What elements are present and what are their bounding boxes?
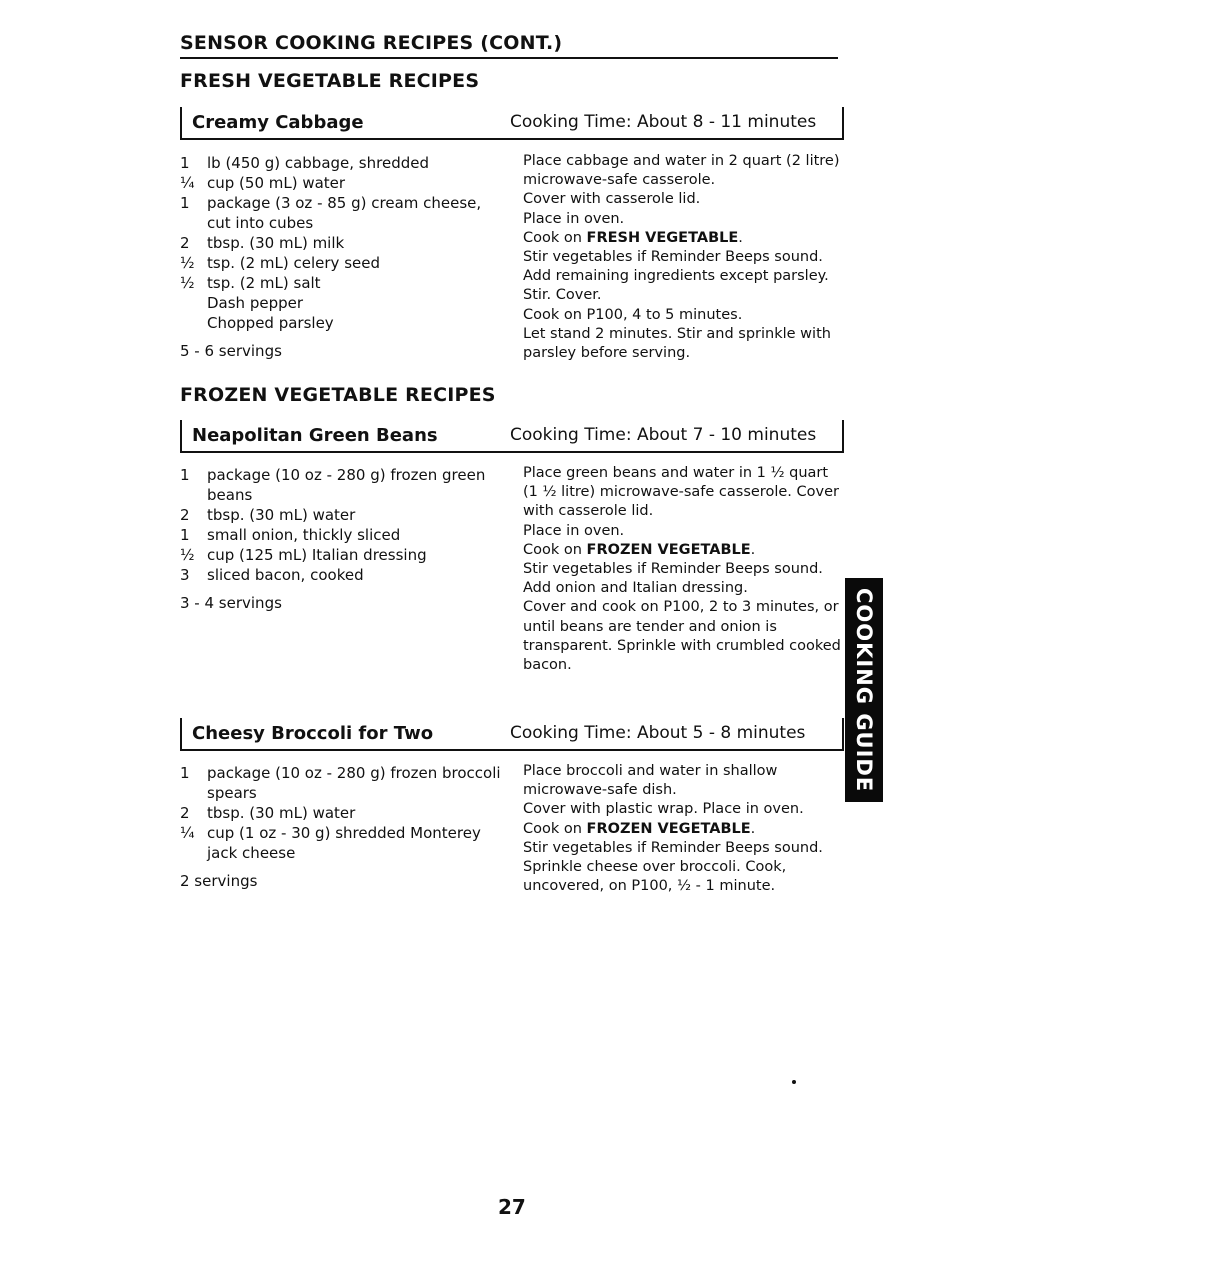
- direction-text: .: [750, 541, 756, 558]
- ingredient-text: cup (125 mL) Italian dressing: [207, 546, 427, 564]
- servings: 5 - 6 servings: [180, 342, 282, 360]
- servings: 3 - 4 servings: [180, 594, 282, 612]
- direction-text: Cook on: [523, 820, 587, 837]
- ingredient-quantity: 1: [180, 526, 190, 544]
- side-tab: [845, 578, 883, 802]
- ingredient-row: [180, 763, 505, 803]
- direction-step: Place in oven.: [523, 210, 625, 227]
- ingredient-row: [180, 823, 505, 863]
- cooking-setting: FRESH VEGETABLE: [586, 229, 739, 246]
- direction-step: Cover with casserole lid.: [523, 191, 701, 208]
- direction-step: Cover with plastic wrap. Place in oven.: [523, 801, 804, 818]
- section-title-frozen: FROZEN VEGETABLE RECIPES: [180, 384, 496, 406]
- cooking-time: Cooking Time: About 8 - 11 minutes: [510, 112, 817, 132]
- ingredient-quantity: 1: [180, 764, 190, 782]
- ingredient-quantity: 2: [180, 804, 190, 822]
- ingredient-quantity: 1: [180, 154, 190, 172]
- direction-step: Place in oven.: [523, 522, 625, 539]
- ingredient-text: lb (450 g) cabbage, shredded: [207, 154, 429, 172]
- ingredients-list: [180, 153, 505, 361]
- recipe-header-creamy-cabbage: [180, 107, 844, 140]
- direction-step: [523, 820, 843, 839]
- ingredient-text: package (10 oz - 280 g) frozen green beans: [207, 466, 486, 504]
- recipe-name: Cheesy Broccoli for Two: [192, 723, 434, 744]
- direction-text: Cook on: [523, 229, 587, 246]
- direction-step: [523, 229, 843, 248]
- ingredient-text: package (10 oz - 280 g) frozen broccoli spears: [207, 764, 501, 802]
- directions-list: [523, 464, 843, 675]
- ingredient-text: tbsp. (30 mL) water: [207, 506, 356, 524]
- ingredient-quantity: [180, 293, 207, 313]
- direction-text: .: [738, 229, 743, 246]
- direction-step: Place green beans and water in 1 ½ quart (1 ½ litre) microwave-safe casserole. Cover with casserole lid.: [523, 465, 839, 520]
- ingredient-row: [180, 273, 505, 293]
- direction-step: Stir vegetables if Reminder Beeps sound.: [523, 839, 823, 856]
- recipe-header-green-beans: [180, 420, 844, 453]
- ingredient-row: [180, 293, 505, 313]
- ingredient-text: tbsp. (30 mL) milk: [207, 234, 345, 252]
- direction-step: Stir vegetables if Reminder Beeps sound.: [523, 249, 823, 266]
- ingredient-row: [180, 505, 505, 525]
- direction-step: Add remaining ingredients except parsley. Stir. Cover.: [523, 268, 829, 304]
- direction-step: Let stand 2 minutes. Stir and sprinkle with parsley before serving.: [523, 325, 831, 362]
- direction-step: Add onion and Italian dressing.: [523, 580, 748, 597]
- ingredient-row: [180, 545, 505, 565]
- page-number: 27: [498, 1195, 526, 1219]
- direction-step: [523, 541, 843, 560]
- ingredient-quantity: ½: [180, 274, 195, 292]
- ingredient-quantity: 2: [180, 506, 190, 524]
- ingredients-list: [180, 763, 505, 891]
- cooking-setting: FROZEN VEGETABLE: [586, 820, 751, 837]
- recipe-name: Neapolitan Green Beans: [192, 425, 438, 446]
- direction-step: Cover and cook on P100, 2 to 3 minutes, or until beans are tender and onion is transparent. Sprinkle with crumbled cooked bacon.: [523, 599, 841, 674]
- servings: 2 servings: [180, 872, 258, 890]
- ingredients-list: [180, 465, 505, 613]
- ingredient-text: tsp. (2 mL) salt: [207, 274, 321, 292]
- direction-text: Cook on: [523, 541, 587, 558]
- cooking-time: Cooking Time: About 7 - 10 minutes: [510, 425, 817, 445]
- ingredient-row: [180, 253, 505, 273]
- direction-step: Place broccoli and water in shallow microwave-safe dish.: [523, 763, 778, 799]
- ingredient-text: cup (50 mL) water: [207, 174, 346, 192]
- direction-step: Stir vegetables if Reminder Beeps sound.: [523, 561, 823, 578]
- ingredient-quantity: ½: [180, 254, 195, 272]
- ingredient-text: package (3 oz - 85 g) cream cheese, cut into cubes: [207, 194, 482, 232]
- ingredient-text: Dash pepper: [207, 294, 304, 312]
- ingredient-text: Chopped parsley: [207, 314, 334, 332]
- cooking-setting: FROZEN VEGETABLE: [586, 541, 751, 558]
- ingredient-text: cup (1 oz - 30 g) shredded Monterey jack cheese: [207, 824, 481, 862]
- ingredient-row: [180, 525, 505, 545]
- recipe-name: Creamy Cabbage: [192, 112, 364, 133]
- ingredient-quantity: 1: [180, 194, 190, 212]
- directions-list: [523, 152, 843, 363]
- ingredient-quantity: ½: [180, 546, 195, 564]
- ingredient-row: [180, 803, 505, 823]
- ingredient-quantity: ¼: [180, 174, 195, 192]
- ingredient-quantity: 2: [180, 234, 190, 252]
- ingredient-row: [180, 233, 505, 253]
- ingredient-row: [180, 193, 505, 233]
- ingredient-text: sliced bacon, cooked: [207, 566, 364, 584]
- ingredient-quantity: 3: [180, 566, 190, 584]
- ingredient-quantity: 1: [180, 466, 190, 484]
- ingredient-row: [180, 465, 505, 505]
- ingredient-row: [180, 173, 505, 193]
- cooking-time: Cooking Time: About 5 - 8 minutes: [510, 723, 806, 743]
- ingredient-quantity: ¼: [180, 824, 195, 842]
- direction-step: Sprinkle cheese over broccoli. Cook, uncovered, on P100, ½ - 1 minute.: [523, 859, 787, 895]
- recipe-header-cheesy-broccoli: [180, 718, 844, 751]
- ingredient-text: small onion, thickly sliced: [207, 526, 401, 544]
- ingredient-quantity: [180, 313, 207, 333]
- ingredient-text: tsp. (2 mL) celery seed: [207, 254, 380, 272]
- ingredient-row: [180, 565, 505, 585]
- direction-step: Place cabbage and water in 2 quart (2 litre) microwave-safe casserole.: [523, 153, 840, 189]
- ingredient-row: [180, 313, 505, 333]
- side-tab-label: COOKING GUIDE: [852, 587, 876, 793]
- section-title-fresh: FRESH VEGETABLE RECIPES: [180, 70, 480, 92]
- direction-text: .: [750, 820, 756, 837]
- directions-list: [523, 762, 843, 896]
- speck-dot: [792, 1080, 796, 1084]
- ingredient-text: tbsp. (30 mL) water: [207, 804, 356, 822]
- page-title: SENSOR COOKING RECIPES (CONT.): [180, 32, 838, 59]
- ingredient-row: [180, 153, 505, 173]
- direction-step: Cook on P100, 4 to 5 minutes.: [523, 306, 743, 323]
